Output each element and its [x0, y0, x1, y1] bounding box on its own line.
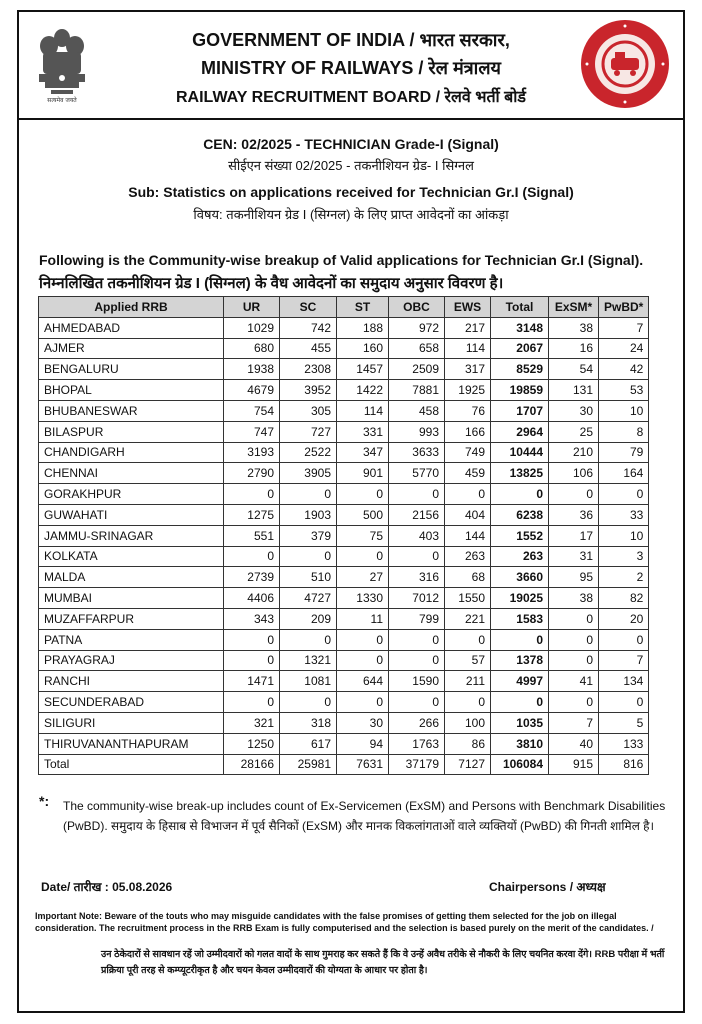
count-cell: 76 — [445, 400, 491, 421]
intro-text: Following is the Community-wise breakup of Valid applications for Technician Gr.I (Signal). — [39, 252, 644, 268]
count-cell: 1250 — [224, 733, 280, 754]
rrb-name-cell: THIRUVANANTHAPURAM — [39, 733, 224, 754]
count-cell: 0 — [337, 484, 389, 505]
table-row — [39, 525, 649, 546]
count-cell: 316 — [389, 567, 445, 588]
count-cell: 144 — [445, 525, 491, 546]
table-header-row — [39, 297, 649, 318]
table-row — [39, 692, 649, 713]
count-cell: 0 — [224, 629, 280, 650]
column-header: Applied RRB — [39, 297, 224, 318]
column-header: EWS — [445, 297, 491, 318]
count-cell: 0 — [280, 692, 337, 713]
table-row — [39, 733, 649, 754]
rrb-name-cell: GORAKHPUR — [39, 484, 224, 505]
count-cell: 133 — [599, 733, 649, 754]
count-cell: 100 — [445, 712, 491, 733]
count-cell: 1035 — [491, 712, 549, 733]
count-cell: 160 — [337, 338, 389, 359]
table-row — [39, 400, 649, 421]
count-cell: 188 — [337, 317, 389, 338]
count-cell: 0 — [549, 650, 599, 671]
count-cell: 0 — [599, 484, 649, 505]
count-cell: 37179 — [389, 754, 445, 775]
count-cell: 305 — [280, 400, 337, 421]
count-cell: 379 — [280, 525, 337, 546]
important-note-hindi: उन ठेकेदारों से सावधान रहें जो उम्मीदवारों को गलत वादों के साथ गुमराह कर सकते हैं कि वे उन्हें अवैध तरीके से नौकरी के लिए चयनित करवा देंगे। RRB परीक्षा में भर्ती प्रक्रिया पूरी तरह से कम्प्यूटरीकृत है और चयन केवल उम्मीदवारों की योग्यता के आधार पर होता है। — [101, 949, 665, 976]
count-cell: 5 — [599, 712, 649, 733]
count-cell: 0 — [337, 629, 389, 650]
rrb-name-cell: GUWAHATI — [39, 504, 224, 525]
count-cell: 0 — [337, 692, 389, 713]
count-cell: 343 — [224, 608, 280, 629]
count-cell: 3660 — [491, 567, 549, 588]
count-cell: 31 — [549, 546, 599, 567]
count-cell: 1552 — [491, 525, 549, 546]
count-cell: 0 — [389, 546, 445, 567]
count-cell: 2739 — [224, 567, 280, 588]
applications-table — [38, 296, 649, 775]
count-cell: 30 — [549, 400, 599, 421]
count-cell: 317 — [445, 359, 491, 380]
count-cell: 3810 — [491, 733, 549, 754]
count-cell: 0 — [389, 484, 445, 505]
column-header: Total — [491, 297, 549, 318]
count-cell: 211 — [445, 671, 491, 692]
table-row — [39, 380, 649, 401]
count-cell: 210 — [549, 442, 599, 463]
table-row — [39, 712, 649, 733]
count-cell: 41 — [549, 671, 599, 692]
count-cell: 1925 — [445, 380, 491, 401]
column-header: OBC — [389, 297, 445, 318]
count-cell: 114 — [337, 400, 389, 421]
table-row — [39, 359, 649, 380]
count-cell: 321 — [224, 712, 280, 733]
count-cell: 2790 — [224, 463, 280, 484]
table-row — [39, 463, 649, 484]
count-cell: 3193 — [224, 442, 280, 463]
count-cell: 1029 — [224, 317, 280, 338]
column-header: SC — [280, 297, 337, 318]
table-row — [39, 567, 649, 588]
header-line-government: GOVERNMENT OF INDIA / भारत सरकार, — [192, 30, 510, 50]
count-cell: 25 — [549, 421, 599, 442]
count-cell: 455 — [280, 338, 337, 359]
count-cell: 1590 — [389, 671, 445, 692]
count-cell: 2156 — [389, 504, 445, 525]
count-cell: 754 — [224, 400, 280, 421]
count-cell: 7 — [599, 317, 649, 338]
count-cell: 0 — [445, 692, 491, 713]
table-row — [39, 338, 649, 359]
count-cell: 209 — [280, 608, 337, 629]
count-cell: 403 — [389, 525, 445, 546]
header-line-ministry: MINISTRY OF RAILWAYS / रेल मंत्रालय — [201, 58, 501, 78]
count-cell: 0 — [549, 692, 599, 713]
count-cell: 0 — [280, 629, 337, 650]
count-cell: 551 — [224, 525, 280, 546]
count-cell: 1457 — [337, 359, 389, 380]
count-cell: 40 — [549, 733, 599, 754]
count-cell: 0 — [224, 546, 280, 567]
rrb-name-cell: MUZAFFARPUR — [39, 608, 224, 629]
document-frame — [17, 10, 685, 1013]
count-cell: 2067 — [491, 338, 549, 359]
count-cell: 5770 — [389, 463, 445, 484]
table-body — [39, 317, 649, 775]
count-cell: 106 — [549, 463, 599, 484]
count-cell: 0 — [389, 629, 445, 650]
table-row — [39, 484, 649, 505]
table-row — [39, 317, 649, 338]
subject-line: Sub: Statistics on applications received for Technician Gr.I (Signal) — [128, 184, 574, 200]
count-cell: 1378 — [491, 650, 549, 671]
count-cell: 266 — [389, 712, 445, 733]
count-cell: 8 — [599, 421, 649, 442]
rrb-name-cell: AHMEDABAD — [39, 317, 224, 338]
count-cell: 4679 — [224, 380, 280, 401]
count-cell: 680 — [224, 338, 280, 359]
rrb-name-cell: MALDA — [39, 567, 224, 588]
count-cell: 0 — [549, 608, 599, 629]
rrb-name-cell: SECUNDERABAD — [39, 692, 224, 713]
count-cell: 915 — [549, 754, 599, 775]
count-cell: 3952 — [280, 380, 337, 401]
rrb-name-cell: CHENNAI — [39, 463, 224, 484]
count-cell: 2 — [599, 567, 649, 588]
count-cell: 459 — [445, 463, 491, 484]
count-cell: 24 — [599, 338, 649, 359]
count-cell: 0 — [337, 650, 389, 671]
count-cell: 164 — [599, 463, 649, 484]
column-header: ST — [337, 297, 389, 318]
count-cell: 20 — [599, 608, 649, 629]
footnote-mark: *: — [39, 793, 50, 809]
count-cell: 0 — [389, 692, 445, 713]
count-cell: 0 — [280, 484, 337, 505]
count-cell: 0 — [599, 629, 649, 650]
count-cell: 13825 — [491, 463, 549, 484]
count-cell: 106084 — [491, 754, 549, 775]
column-header: ExSM* — [549, 297, 599, 318]
count-cell: 747 — [224, 421, 280, 442]
count-cell: 27 — [337, 567, 389, 588]
table-row — [39, 546, 649, 567]
svg-text:सत्यमेव जयते: सत्यमेव जयते — [47, 97, 77, 104]
rrb-name-cell: KOLKATA — [39, 546, 224, 567]
count-cell: 331 — [337, 421, 389, 442]
count-cell: 3148 — [491, 317, 549, 338]
count-cell: 0 — [445, 629, 491, 650]
count-cell: 263 — [445, 546, 491, 567]
count-cell: 33 — [599, 504, 649, 525]
count-cell: 1471 — [224, 671, 280, 692]
count-cell: 28166 — [224, 754, 280, 775]
count-cell: 727 — [280, 421, 337, 442]
count-cell: 1330 — [337, 588, 389, 609]
count-cell: 25981 — [280, 754, 337, 775]
column-header: PwBD* — [599, 297, 649, 318]
count-cell: 3633 — [389, 442, 445, 463]
count-cell: 7127 — [445, 754, 491, 775]
count-cell: 0 — [224, 692, 280, 713]
count-cell: 7631 — [337, 754, 389, 775]
count-cell: 16 — [549, 338, 599, 359]
indian-railways-logo-icon — [579, 18, 671, 110]
count-cell: 11 — [337, 608, 389, 629]
count-cell: 75 — [337, 525, 389, 546]
count-cell: 3905 — [280, 463, 337, 484]
letterhead — [19, 12, 683, 120]
count-cell: 68 — [445, 567, 491, 588]
count-cell: 0 — [337, 546, 389, 567]
count-cell: 2964 — [491, 421, 549, 442]
count-cell: 799 — [389, 608, 445, 629]
count-cell: 42 — [599, 359, 649, 380]
count-cell: 94 — [337, 733, 389, 754]
rrb-name-cell: PRAYAGRAJ — [39, 650, 224, 671]
count-cell: 0 — [224, 484, 280, 505]
count-cell: 318 — [280, 712, 337, 733]
count-cell: 0 — [549, 629, 599, 650]
important-note — [35, 910, 675, 934]
count-cell: 38 — [549, 588, 599, 609]
count-cell: 4997 — [491, 671, 549, 692]
count-cell: 2308 — [280, 359, 337, 380]
count-cell: 1583 — [491, 608, 549, 629]
count-cell: 217 — [445, 317, 491, 338]
count-cell: 1938 — [224, 359, 280, 380]
signatory-chairperson: Chairpersons / अध्यक्ष — [489, 880, 606, 894]
count-cell: 57 — [445, 650, 491, 671]
count-cell: 458 — [389, 400, 445, 421]
count-cell: 0 — [224, 650, 280, 671]
count-cell: 816 — [599, 754, 649, 775]
table-row — [39, 608, 649, 629]
table-row — [39, 671, 649, 692]
count-cell: 3 — [599, 546, 649, 567]
count-cell: 1707 — [491, 400, 549, 421]
important-note-text: Beware of the touts who may misguide candidates with the false promises of getting them selected for the job on illegal consideration. The recruitment process in the RRB Exam is fully computerised and the selection is based purely on the merit of the candidates. / — [35, 911, 654, 933]
count-cell: 993 — [389, 421, 445, 442]
count-cell: 749 — [445, 442, 491, 463]
table-row — [39, 629, 649, 650]
count-cell: 0 — [549, 484, 599, 505]
header-line-board: RAILWAY RECRUITMENT BOARD / रेलवे भर्ती बोर्ड — [176, 89, 526, 106]
count-cell: 114 — [445, 338, 491, 359]
rrb-name-cell: PATNA — [39, 629, 224, 650]
intro-text-hindi: निम्नलिखित तकनीशियन ग्रेड I (सिग्नल) के वैध आवेदनों का समुदाय अनुसार विवरण है। — [39, 275, 504, 292]
count-cell: 0 — [280, 546, 337, 567]
table-row — [39, 588, 649, 609]
count-cell: 972 — [389, 317, 445, 338]
table-row — [39, 650, 649, 671]
count-cell: 1763 — [389, 733, 445, 754]
count-cell: 86 — [445, 733, 491, 754]
issue-date: Date/ तारीख : 05.08.2026 — [41, 880, 173, 894]
rrb-name-cell: RANCHI — [39, 671, 224, 692]
rrb-name-cell: Total — [39, 754, 224, 775]
count-cell: 4727 — [280, 588, 337, 609]
count-cell: 95 — [549, 567, 599, 588]
count-cell: 7881 — [389, 380, 445, 401]
count-cell: 0 — [491, 484, 549, 505]
table-row — [39, 442, 649, 463]
table-row — [39, 421, 649, 442]
count-cell: 1275 — [224, 504, 280, 525]
count-cell: 0 — [599, 692, 649, 713]
cen-title: CEN: 02/2025 - TECHNICIAN Grade-I (Signal) — [203, 136, 499, 152]
count-cell: 19025 — [491, 588, 549, 609]
rrb-name-cell: CHANDIGARH — [39, 442, 224, 463]
subject-line-hindi: विषय: तकनीशियन ग्रेड I (सिग्नल) के लिए प्राप्त आवेदनों का आंकड़ा — [193, 207, 509, 222]
count-cell: 53 — [599, 380, 649, 401]
count-cell: 901 — [337, 463, 389, 484]
count-cell: 131 — [549, 380, 599, 401]
count-cell: 36 — [549, 504, 599, 525]
table-row — [39, 754, 649, 775]
rrb-name-cell: BENGALURU — [39, 359, 224, 380]
count-cell: 510 — [280, 567, 337, 588]
count-cell: 2509 — [389, 359, 445, 380]
rrb-name-cell: AJMER — [39, 338, 224, 359]
count-cell: 7012 — [389, 588, 445, 609]
count-cell: 82 — [599, 588, 649, 609]
count-cell: 10 — [599, 525, 649, 546]
count-cell: 4406 — [224, 588, 280, 609]
count-cell: 1081 — [280, 671, 337, 692]
count-cell: 617 — [280, 733, 337, 754]
count-cell: 134 — [599, 671, 649, 692]
count-cell: 54 — [549, 359, 599, 380]
cen-title-hindi: सीईएन संख्या 02/2025 - तकनीशियन ग्रेड- I सिग्नल — [228, 158, 474, 173]
count-cell: 17 — [549, 525, 599, 546]
rrb-name-cell: JAMMU-SRINAGAR — [39, 525, 224, 546]
column-header: UR — [224, 297, 280, 318]
footnote-text: The community-wise break-up includes count of Ex-Servicemen (ExSM) and Persons with Benchmark Disabilities (PwBD). समुदाय के हिसाब से विभाजन में पूर्व सैनिकों (ExSM) और मानक विकलांगताओं वाले व्यक्तियों (PwBD) की गिनती शामिल है। — [63, 799, 666, 833]
rrb-name-cell: BILASPUR — [39, 421, 224, 442]
rrb-name-cell: BHUBANESWAR — [39, 400, 224, 421]
count-cell: 7 — [549, 712, 599, 733]
important-note-label: Important Note: — [35, 911, 102, 921]
count-cell: 221 — [445, 608, 491, 629]
count-cell: 404 — [445, 504, 491, 525]
count-cell: 658 — [389, 338, 445, 359]
count-cell: 644 — [337, 671, 389, 692]
count-cell: 1550 — [445, 588, 491, 609]
count-cell: 0 — [389, 650, 445, 671]
count-cell: 742 — [280, 317, 337, 338]
count-cell: 347 — [337, 442, 389, 463]
count-cell: 8529 — [491, 359, 549, 380]
count-cell: 10444 — [491, 442, 549, 463]
rrb-name-cell: SILIGURI — [39, 712, 224, 733]
count-cell: 0 — [491, 629, 549, 650]
count-cell: 166 — [445, 421, 491, 442]
count-cell: 7 — [599, 650, 649, 671]
rrb-name-cell: BHOPAL — [39, 380, 224, 401]
count-cell: 500 — [337, 504, 389, 525]
count-cell: 0 — [445, 484, 491, 505]
count-cell: 10 — [599, 400, 649, 421]
count-cell: 6238 — [491, 504, 549, 525]
count-cell: 2522 — [280, 442, 337, 463]
count-cell: 263 — [491, 546, 549, 567]
count-cell: 1321 — [280, 650, 337, 671]
count-cell: 79 — [599, 442, 649, 463]
count-cell: 0 — [491, 692, 549, 713]
count-cell: 30 — [337, 712, 389, 733]
count-cell: 1422 — [337, 380, 389, 401]
table-row — [39, 504, 649, 525]
count-cell: 1903 — [280, 504, 337, 525]
count-cell: 19859 — [491, 380, 549, 401]
count-cell: 38 — [549, 317, 599, 338]
rrb-name-cell: MUMBAI — [39, 588, 224, 609]
